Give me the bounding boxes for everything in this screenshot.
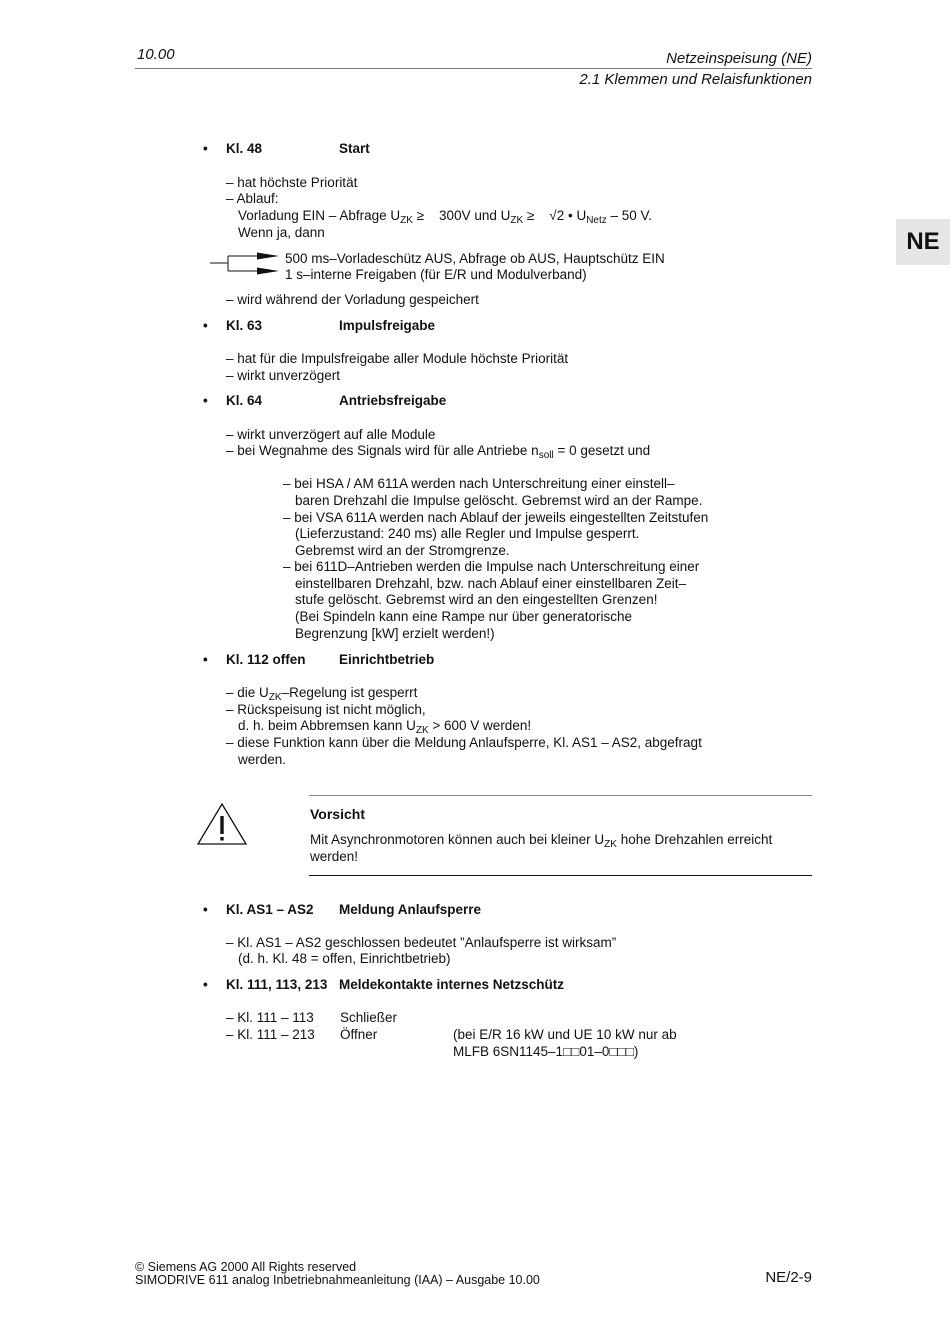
kl64-terminal: Kl. 64 — [226, 393, 263, 408]
kl111-note-line2: MLFB 6SN1145–1□□01–0□□□) — [453, 1044, 639, 1059]
kl64-line2 — [226, 443, 650, 460]
kl64-sub-line9: (Bei Spindeln kann eine Rampe nur über generatorische — [295, 609, 632, 624]
kl111-row2-type: Öffner — [340, 1027, 378, 1042]
bullet-icon: • — [203, 977, 208, 992]
kl64-line1: – wirkt unverzögert auf alle Module — [226, 427, 436, 442]
kl64-line2-a: – bei Wegnahme des Signals wird für alle Antriebe n — [226, 443, 539, 458]
klas-terminal: Kl. AS1 – AS2 — [226, 902, 314, 917]
kl112-title: Einrichtbetrieb — [339, 652, 435, 667]
bullet-icon: • — [203, 393, 208, 408]
kl48-arrow-line2: 1 s–interne Freigaben (für E/R und Modulverband) — [285, 267, 587, 282]
kl63-title: Impulsfreigabe — [339, 318, 436, 333]
kl112-line3-a: d. h. beim Abbremsen kann U — [238, 718, 416, 733]
kl64-sub-line7: einstellbaren Drehzahl, bzw. nach Ablauf einer einstellbaren Zeit– — [295, 576, 686, 591]
caution-sub-zk: ZK — [604, 839, 617, 850]
kl63-line2: – wirkt unverzögert — [226, 368, 341, 383]
kl64-sub-line2: baren Drehzahl die Impulse gelöscht. Gebremst wird an der Rampe. — [295, 493, 703, 508]
kl112-line5: werden. — [238, 752, 287, 767]
kl111-row2-note: (bei E/R 16 kW und UE 10 kW nur ab — [453, 1027, 677, 1042]
kl64-sub-line10: Begrenzung [kW] erzielt werden!) — [295, 626, 495, 641]
caution-line1-b: hohe Drehzahlen erreicht — [616, 832, 773, 847]
footer-document: SIMODRIVE 611 analog Inbetriebnahmeanleitung (IAA) – Ausgabe 10.00 — [135, 1273, 540, 1287]
bullet-icon: • — [203, 318, 208, 333]
kl64-sub-soll: soll — [538, 450, 554, 461]
kl48-line2: – Ablauf: — [226, 191, 279, 206]
kl63-line1: – hat für die Impulsfreigabe aller Module höchste Priorität — [226, 351, 569, 366]
kl48-line3-c: ≥ √2 • U — [523, 208, 587, 223]
bullet-icon: • — [203, 902, 208, 917]
kl112-line1 — [226, 685, 417, 702]
caution-line1-a: Mit Asynchronmotoren können auch bei kleiner U — [310, 832, 605, 847]
bullet-icon: • — [203, 141, 208, 156]
kl112-line1-a: – die U — [226, 685, 269, 700]
kl48-sub-zk2: ZK — [510, 215, 524, 226]
kl64-sub-line5: Gebremst wird an der Stromgrenze. — [295, 543, 510, 558]
kl48-line3-b: ≥ 300V und U — [412, 208, 511, 223]
kl64-sub-line6: – bei 611D–Antrieben werden die Impulse nach Unterschreitung einer — [283, 559, 700, 574]
caution-bottom-rule — [309, 875, 812, 876]
caution-line2: werden! — [310, 849, 359, 864]
warning-triangle-icon — [196, 802, 248, 846]
caution-title: Vorsicht — [310, 806, 365, 822]
kl64-title: Antriebsfreigabe — [339, 393, 447, 408]
kl48-line4: Wenn ja, dann — [238, 225, 325, 240]
header-rule — [135, 68, 812, 69]
kl48-sub-zk1: ZK — [400, 215, 413, 226]
header-section: 2.1 Klemmen und Relaisfunktionen — [579, 71, 812, 88]
kl64-sub-line4: (Lieferzustand: 240 ms) alle Regler und Impulse gesperrt. — [295, 526, 640, 541]
header-chapter: Netzeinspeisung (NE) — [666, 50, 812, 67]
header-version: 10.00 — [137, 46, 175, 63]
kl64-line2-b: = 0 gesetzt und — [553, 443, 651, 458]
kl48-line3-a: Vorladung EIN – Abfrage U — [238, 208, 401, 223]
kl112-line3 — [238, 718, 531, 735]
kl112-sub-zk2: ZK — [415, 725, 429, 736]
kl112-line3-b: > 600 V werden! — [428, 718, 532, 733]
kl64-sub-line8: stufe gelöscht. Gebremst wird an den eingestellten Grenzen! — [295, 592, 658, 607]
caution-line1 — [310, 832, 772, 849]
kl48-arrow-line1: 500 ms–Vorladeschütz AUS, Abfrage ob AUS, Hauptschütz EIN — [285, 251, 665, 266]
kl64-sub-line1: – bei HSA / AM 611A werden nach Unterschreitung einer einstell– — [283, 476, 675, 491]
klas-line1: – Kl. AS1 – AS2 geschlossen bedeutet ”Anlaufsperre ist wirksam” — [226, 935, 617, 950]
kl48-line5: – wird während der Vorladung gespeichert — [226, 292, 479, 307]
kl112-terminal: Kl. 112 offen — [226, 652, 306, 667]
kl112-line1-b: –Regelung ist gesperrt — [281, 685, 418, 700]
kl111-terminal: Kl. 111, 113, 213 — [226, 977, 328, 992]
klas-line2: (d. h. Kl. 48 = offen, Einrichtbetrieb) — [238, 951, 451, 966]
kl48-line3-d: – 50 V. — [606, 208, 653, 223]
footer-copyright: © Siemens AG 2000 All Rights reserved — [135, 1260, 357, 1274]
kl63-terminal: Kl. 63 — [226, 318, 263, 333]
kl48-sub-netz: Netz — [586, 215, 607, 226]
kl111-row1-term: – Kl. 111 – 113 — [226, 1010, 314, 1025]
kl111-row1-type: Schließer — [340, 1010, 398, 1025]
branch-arrow-icon — [209, 250, 281, 276]
caution-top-rule — [309, 795, 812, 796]
kl111-title: Meldekontakte internes Netzschütz — [339, 977, 565, 992]
kl112-sub-zk1: ZK — [268, 692, 282, 703]
kl48-terminal: Kl. 48 — [226, 141, 263, 156]
kl64-sub-line3: – bei VSA 611A werden nach Ablauf der jeweils eingestellten Zeitstufen — [283, 510, 709, 525]
footer-page-number: NE/2-9 — [765, 1269, 812, 1286]
kl48-line3 — [238, 208, 652, 225]
bullet-icon: • — [203, 652, 208, 667]
kl112-line2: – Rückspeisung ist nicht möglich, — [226, 702, 426, 717]
kl112-line4: – diese Funktion kann über die Meldung Anlaufsperre, Kl. AS1 – AS2, abgefragt — [226, 735, 702, 750]
kl111-row2-term: – Kl. 111 – 213 — [226, 1027, 315, 1042]
klas-title: Meldung Anlaufsperre — [339, 902, 482, 917]
kl48-line1: – hat höchste Priorität — [226, 175, 358, 190]
chapter-tab: NE — [896, 219, 950, 265]
kl48-title: Start — [339, 141, 370, 156]
